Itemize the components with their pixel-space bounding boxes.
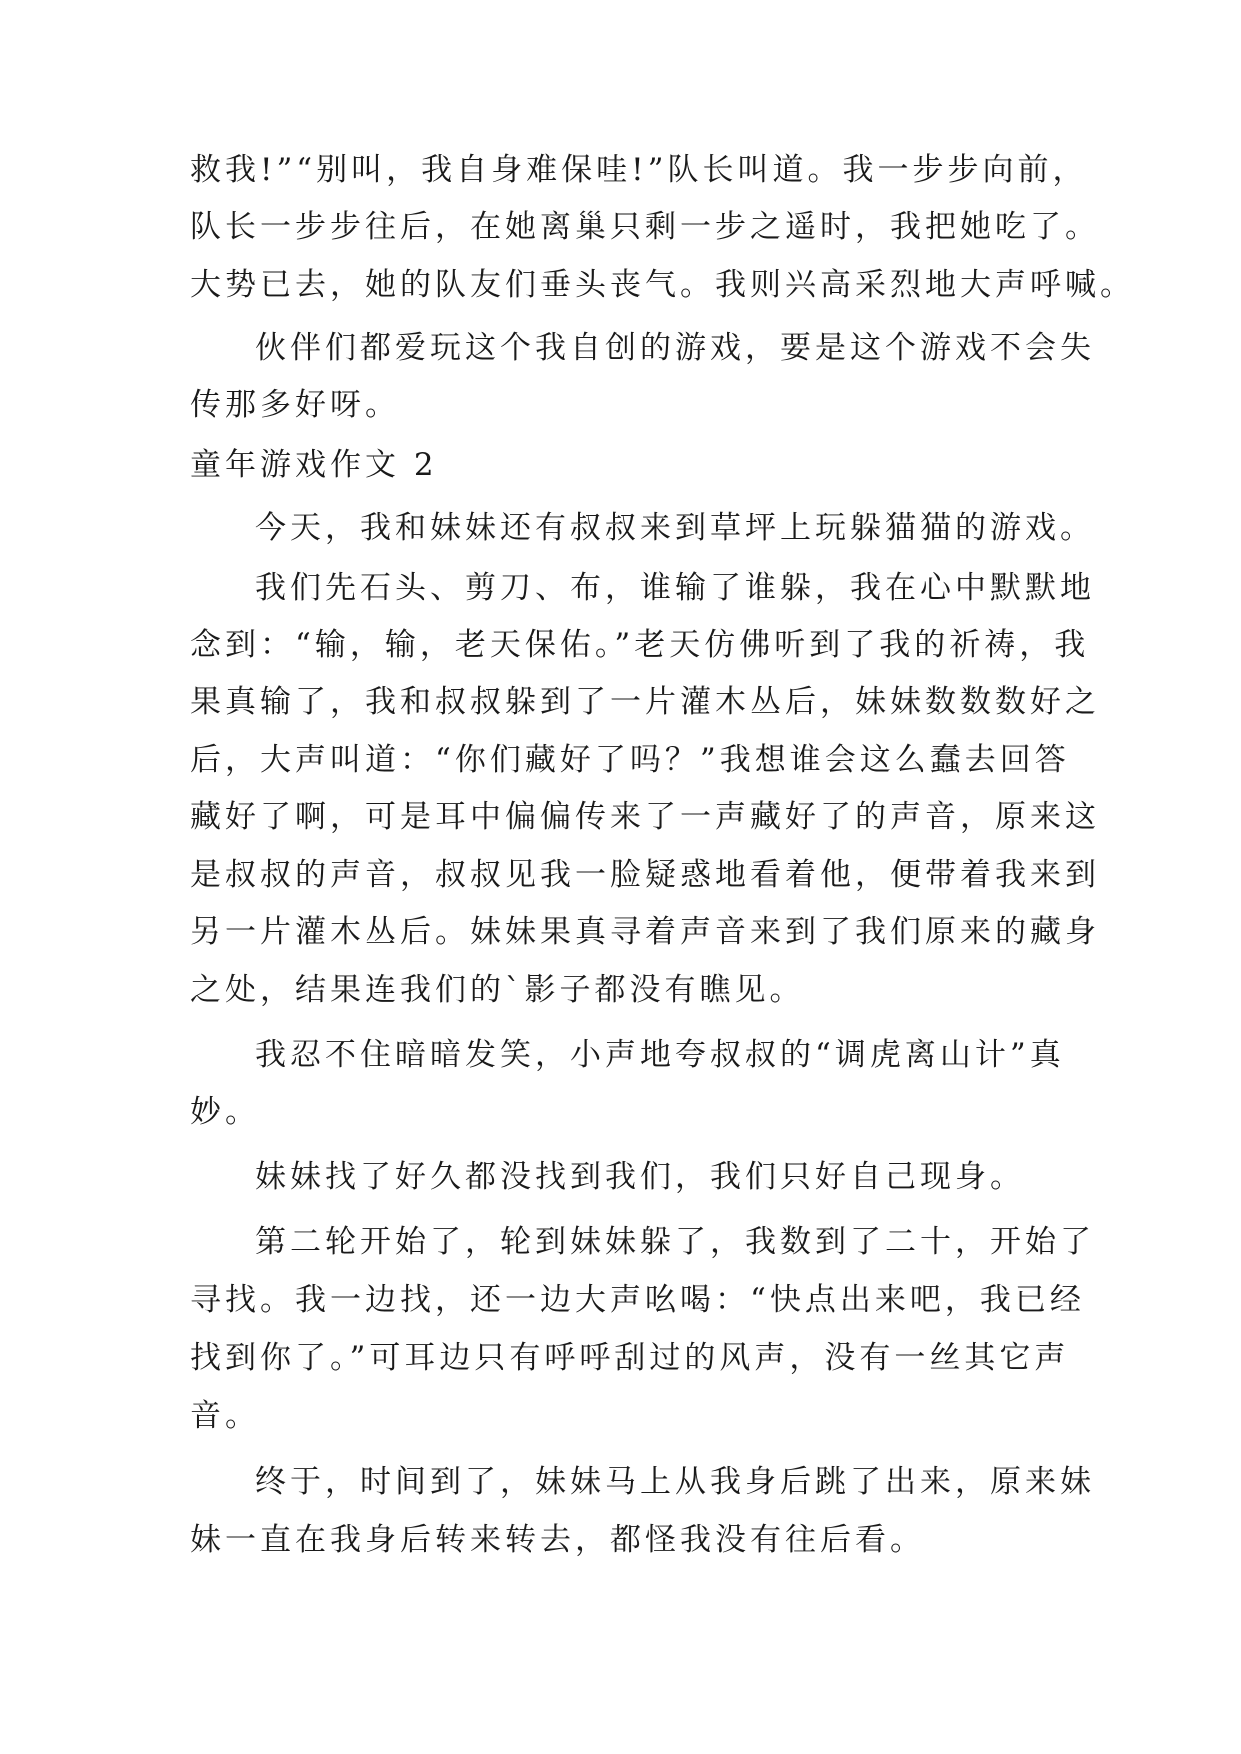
section-title: 童年游戏作文 2	[190, 447, 438, 483]
text-line: 找到你了。”可耳边只有呼呼刮过的风声，没有一丝其它声	[190, 1340, 1070, 1376]
text-line: 传那多好呀。	[190, 387, 400, 423]
paragraph-line: 我们先石头、剪刀、布，谁输了谁躲，我在心中默默地	[255, 570, 1095, 606]
text-line: 寻找。我一边找，还一边大声吆喝：“快点出来吧，我已经	[190, 1282, 1085, 1318]
paragraph-line: 今天，我和妹妹还有叔叔来到草坪上玩躲猫猫的游戏。	[255, 510, 1095, 546]
text-line: 是叔叔的声音，叔叔见我一脸疑惑地看着他，便带着我来到	[190, 857, 1100, 893]
text-line: 妹一直在我身后转来转去，都怪我没有往后看。	[190, 1522, 925, 1558]
text-line: 队长一步步往后，在她离巢只剩一步之遥时，我把她吃了。	[190, 209, 1100, 245]
paragraph-line: 第二轮开始了，轮到妹妹躲了，我数到了二十，开始了	[255, 1224, 1095, 1260]
text-line: 之处，结果连我们的`影子都没有瞧见。	[190, 972, 805, 1008]
paragraph-line: 妹妹找了好久都没找到我们，我们只好自己现身。	[255, 1159, 1025, 1195]
text-line: 果真输了，我和叔叔躲到了一片灌木丛后，妹妹数数数好之	[190, 684, 1100, 720]
paragraph-line: 我忍不住暗暗发笑，小声地夸叔叔的“调虎离山计”真	[255, 1037, 1065, 1073]
text-line: 大势已去，她的队友们垂头丧气。我则兴高采烈地大声呼喊。	[190, 267, 1135, 303]
text-line: 藏好了啊，可是耳中偏偏传来了一声藏好了的声音，原来这	[190, 799, 1100, 835]
paragraph-line: 终于，时间到了，妹妹马上从我身后跳了出来，原来妹	[255, 1464, 1095, 1500]
text-line: 念到：“输，输，老天保佑。”老天仿佛听到了我的祈祷，我	[190, 627, 1090, 663]
paragraph-line: 伙伴们都爱玩这个我自创的游戏，要是这个游戏不会失	[255, 330, 1095, 366]
text-line: 妙。	[190, 1094, 260, 1130]
text-line: 音。	[190, 1398, 260, 1434]
text-line: 救我!”“别叫，我自身难保哇!”队长叫道。我一步步向前，	[190, 152, 1088, 188]
text-line: 另一片灌木丛后。妹妹果真寻着声音来到了我们原来的藏身	[190, 914, 1100, 950]
text-line: 后，大声叫道：“你们藏好了吗？”我想谁会这么蠢去回答	[190, 742, 1070, 778]
